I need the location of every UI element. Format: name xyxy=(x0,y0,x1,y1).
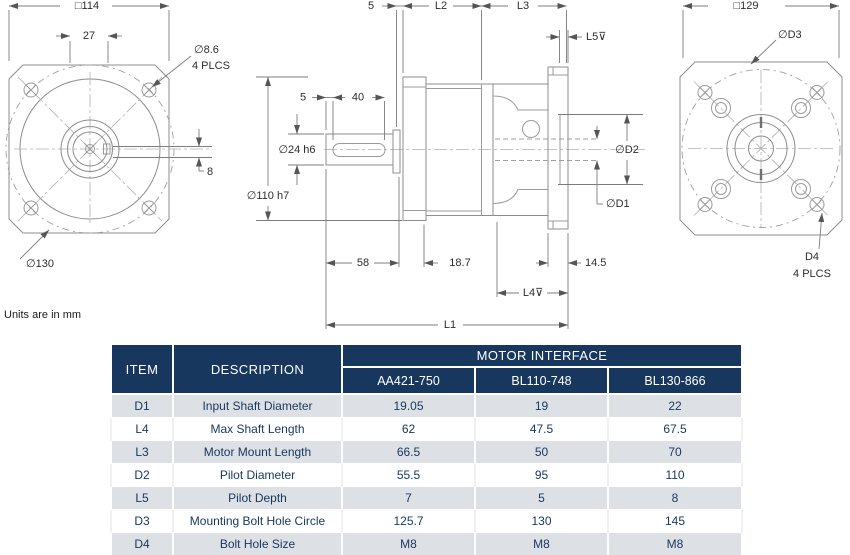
callout-rear-hole-plcs: 4 PLCS xyxy=(793,268,831,280)
cell-value: 70 xyxy=(608,441,742,464)
cell-description: Input Shaft Diameter xyxy=(173,394,342,418)
cell-value: 145 xyxy=(608,510,742,533)
cell-value: 66.5 xyxy=(342,441,475,464)
table-row xyxy=(111,464,742,487)
dim-side-18-7: 18.7 xyxy=(449,257,471,269)
cell-item: L5 xyxy=(111,487,173,510)
cell-value: 19 xyxy=(475,394,608,418)
cell-description: Bolt Hole Size xyxy=(173,533,342,555)
table-row xyxy=(111,487,742,510)
cell-item: L3 xyxy=(111,441,173,464)
dim-side-l5: L5⊽ xyxy=(586,31,607,43)
motor-interface-table xyxy=(110,343,743,555)
cell-description: Motor Mount Length xyxy=(173,441,342,464)
cell-value: 110 xyxy=(608,464,742,487)
dim-side-l2: L2 xyxy=(434,0,448,12)
cell-value: 50 xyxy=(475,441,608,464)
col-header-model-3: BL130-866 xyxy=(608,367,742,394)
dim-side-d2: ∅D2 xyxy=(615,144,639,156)
dim-side-14-5: 14.5 xyxy=(585,257,607,269)
table-row xyxy=(111,510,742,533)
cell-value: 130 xyxy=(475,510,608,533)
col-header-description: DESCRIPTION xyxy=(173,344,342,394)
cell-value: 7 xyxy=(342,487,475,510)
side-view xyxy=(247,0,648,331)
cell-value: 95 xyxy=(475,464,608,487)
cell-value: 22 xyxy=(608,394,742,418)
front-view xyxy=(6,0,230,270)
dim-front-key-offset: 8 xyxy=(206,166,214,178)
dim-front-square: □114 xyxy=(74,0,100,12)
cell-value: 19.05 xyxy=(342,394,475,418)
dim-side-key-len: 40 xyxy=(351,91,365,104)
dim-side-shaft-dia: ∅24 h6 xyxy=(278,144,316,156)
cell-item: D4 xyxy=(111,533,173,555)
cell-description: Pilot Depth xyxy=(173,487,342,510)
dim-side-l1: L1 xyxy=(443,319,457,331)
dim-side-gap5-top: 5 xyxy=(367,0,375,12)
dim-rear-square: □129 xyxy=(733,0,759,12)
col-header-item: ITEM xyxy=(111,344,173,394)
callout-rear-hole-item: D4 xyxy=(804,251,820,263)
dim-front-spacing: 27 xyxy=(82,30,96,42)
dim-side-gap5-shaft: 5 xyxy=(299,91,307,104)
cell-description: Pilot Diameter xyxy=(173,464,342,487)
cell-value: M8 xyxy=(342,533,475,555)
callout-front-bolt-circle: ∅130 xyxy=(26,258,54,270)
col-header-model-1: AA421-750 xyxy=(342,367,475,394)
group-header-motor-interface: MOTOR INTERFACE xyxy=(342,344,742,367)
dim-side-l3: L3 xyxy=(516,0,530,12)
cell-item: D2 xyxy=(111,464,173,487)
cell-value: 62 xyxy=(342,418,475,441)
cell-value: 67.5 xyxy=(608,418,742,441)
cell-value: M8 xyxy=(608,533,742,555)
col-header-model-2: BL110-748 xyxy=(475,367,608,394)
table-row xyxy=(111,533,742,555)
cell-item: L4 xyxy=(111,418,173,441)
callout-front-hole-plcs: 4 PLCS xyxy=(192,60,230,72)
dim-side-l4: L4⊽ xyxy=(522,287,544,299)
rear-view xyxy=(680,0,842,280)
cell-value: M8 xyxy=(475,533,608,555)
cell-value: 125.7 xyxy=(342,510,475,533)
table-row xyxy=(111,418,742,441)
table-row xyxy=(111,441,742,464)
cell-description: Mounting Bolt Hole Circle xyxy=(173,510,342,533)
cell-item: D3 xyxy=(111,510,173,533)
dim-side-pilot-dia: ∅110 h7 xyxy=(246,190,290,202)
callout-front-hole-dia: ∅8.6 xyxy=(194,44,219,56)
callout-rear-bolt-circle: ∅D3 xyxy=(778,29,802,41)
cell-description: Max Shaft Length xyxy=(173,418,342,441)
units-note: Units are in mm xyxy=(4,309,82,321)
cell-value: 55.5 xyxy=(342,464,475,487)
cell-value: 8 xyxy=(608,487,742,510)
cell-value: 5 xyxy=(475,487,608,510)
table-row xyxy=(111,394,742,418)
cell-value: 47.5 xyxy=(475,418,608,441)
cell-item: D1 xyxy=(111,394,173,418)
dim-side-d1: ∅D1 xyxy=(606,198,630,210)
dim-side-58: 58 xyxy=(356,257,370,269)
